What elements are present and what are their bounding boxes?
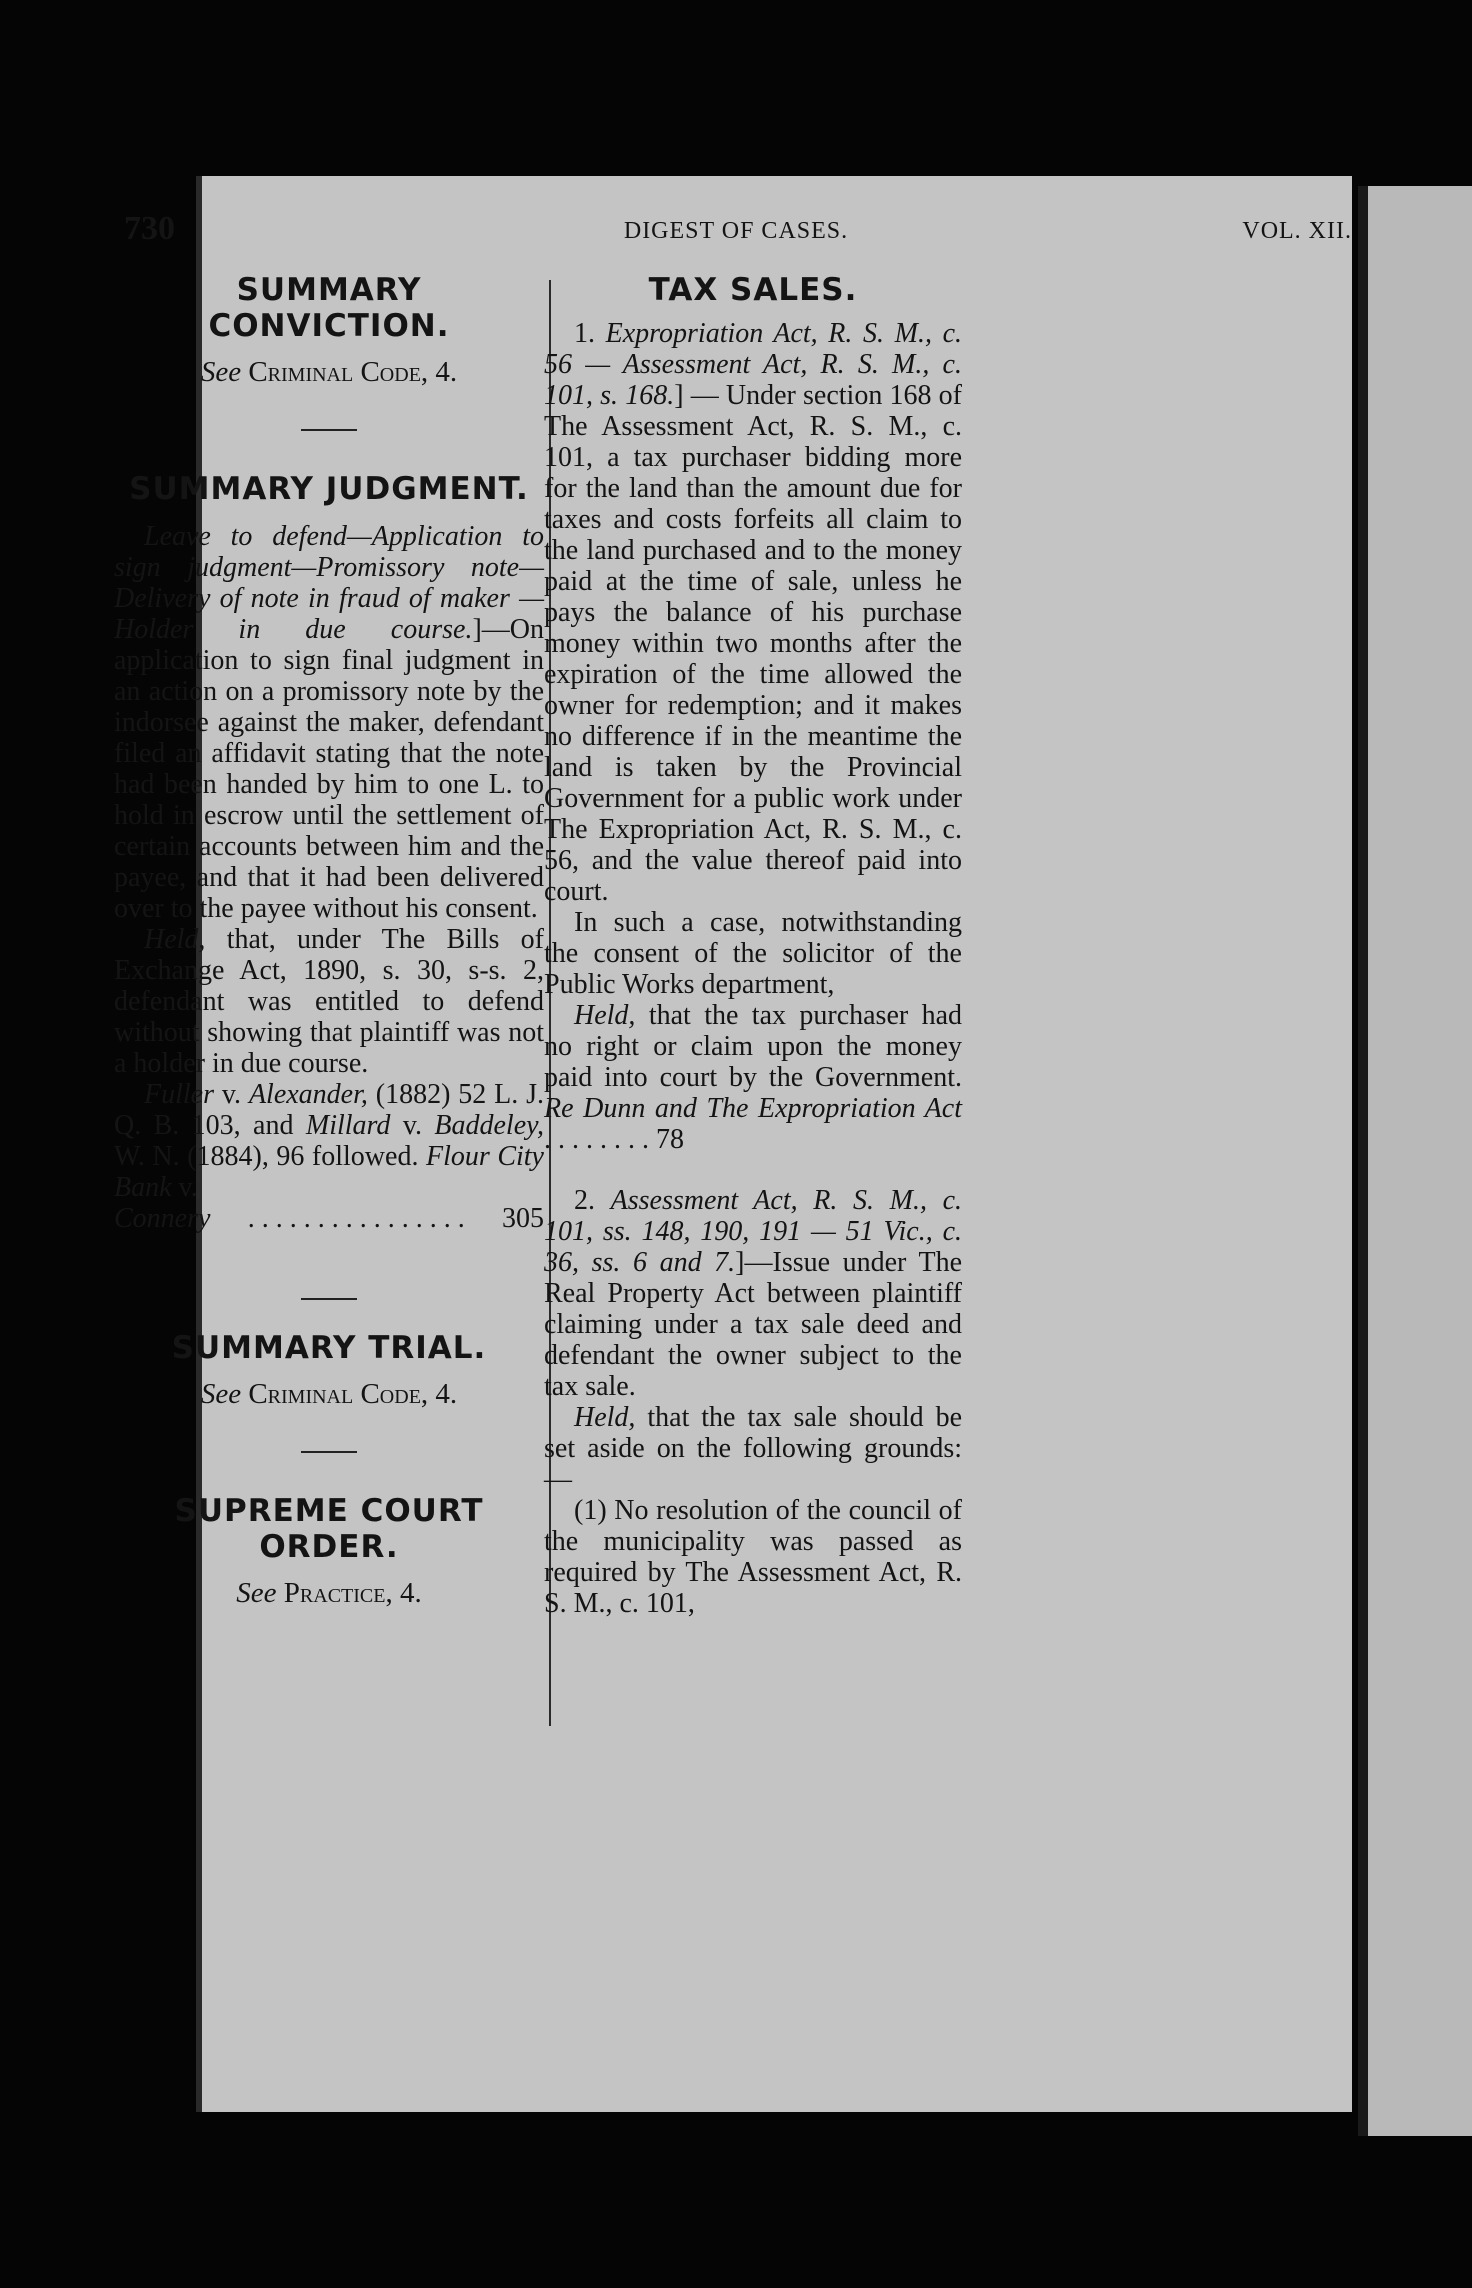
judgment-paragraph (114, 521, 544, 924)
held-text: that the tax sale should be set aside on the following grounds:— (544, 1402, 962, 1495)
case-page: 305 (502, 1203, 544, 1234)
leader-dots: . . . . . . . . (544, 1124, 649, 1155)
catchwords: Assessment Act, R. S. M., c. 101, ss. 148, 190, 191 — 51 Vic., c. 36, ss. 6 and 7. (544, 1185, 962, 1278)
see-reference: Criminal Code, 4. (248, 1378, 458, 1410)
entry-body: ]—Issue under The Real Property Act between plaintiff claiming under a tax sale deed and defendant the owner subject to the tax sale. (544, 1247, 963, 1402)
held-word: Held, (144, 924, 206, 955)
case-party: Flour City Bank (114, 1141, 544, 1203)
case-page: 78 (656, 1124, 684, 1155)
running-header (0, 210, 1472, 250)
versus: v. (402, 1110, 422, 1141)
section-divider (301, 1298, 357, 1300)
entry-body: ] — Under section 168 of The Assessment Act, R. S. M., c. 101, a tax purchaser bidding more for the land than the amount due for taxes and costs forfeits all claim to the land purchased and to the money paid at the time of sale, unless he pays the balance of his purchase money within two months after the expiration of the time allowed the owner for redemption; and it makes no difference if in the meantime the land is taken by the Provincial Government for a public work under The Expropriation Act, R. S. M., c. 56, and the value thereof paid into court. (544, 380, 962, 907)
entry-1-held (544, 1000, 962, 1155)
heading-supreme-court-order: SUPREME COURT ORDER. (174, 1493, 484, 1565)
cited-report: W. N. (1884), 96 followed. (114, 1141, 419, 1172)
spacer (544, 1155, 962, 1185)
entry-2-paragraph (544, 1185, 962, 1402)
catchwords: Expropriation Act, R. S. M., c. 56 — Assessment Act, R. S. M., c. 101, s. 168. (544, 318, 962, 411)
cited-case-party: Millard (305, 1110, 391, 1141)
cited-case-party: Fuller (144, 1079, 214, 1110)
adjacent-page-edge (1358, 186, 1472, 2136)
entry-2-held (544, 1402, 962, 1495)
entry-1-continuation (544, 907, 962, 1000)
entry-number: 2. (574, 1185, 595, 1216)
page-number: 730 (124, 210, 175, 247)
section-divider (301, 1451, 357, 1453)
see-word: See (236, 1577, 277, 1609)
ground-text: (1) No resolution of the council of the municipality was passed as required by The Assessment Act, R. S. M., c. 101, (544, 1495, 962, 1619)
entry-1-paragraph (544, 318, 962, 907)
cross-reference (114, 356, 544, 389)
cited-case-party: Alexander, (248, 1079, 368, 1110)
versus: v. (178, 1172, 198, 1203)
case-name: Re Dunn and The Expropriation Act (544, 1093, 962, 1124)
cross-reference (114, 1577, 544, 1610)
cited-report: (1882) 52 L. J. Q. B. 103, and (114, 1079, 545, 1141)
cited-case-party: Baddeley, (434, 1110, 545, 1141)
volume-label: VOL. XII. (1242, 218, 1352, 244)
citation-paragraph (114, 1079, 544, 1203)
cross-reference (114, 1378, 544, 1411)
running-title: DIGEST OF CASES. (623, 218, 849, 244)
held-word: Held, (574, 1402, 636, 1433)
heading-summary-conviction: SUMMARY CONVICTION. (208, 272, 450, 344)
case-party: Connery (114, 1203, 211, 1234)
case-reference-line (114, 1203, 544, 1234)
see-reference: Criminal Code, 4. (248, 356, 458, 388)
versus: v. (221, 1079, 242, 1110)
entry-number: 1. (574, 318, 595, 349)
leader-dots: . . . . . . . . . . . . . . . . (247, 1203, 465, 1234)
entry-text: In such a case, notwithstanding the consent of the solicitor of the Public Works department, (544, 907, 962, 1000)
catchwords: Leave to defend—Application to sign judgment—Promissory note—Delivery of note in fraud of maker — Holder in due course. (114, 521, 544, 645)
see-word: See (200, 356, 242, 388)
judgment-body: ]—On application to sign final judgment in an action on a promissory note by the indorsee against the maker, defendant filed an affidavit stating that the note had been handed by him to one L. to hold in escrow until the settlement of certain accounts between him and the payee, and that it had been delivered over to the payee without his consent. (114, 614, 544, 924)
see-word: See (200, 1378, 242, 1410)
held-paragraph (114, 924, 544, 1079)
held-text: that the tax purchaser had no right or claim upon the money paid into court by the Government. (544, 1000, 963, 1093)
right-column (544, 272, 962, 1619)
entry-2-ground-1 (544, 1495, 962, 1619)
left-column (114, 272, 544, 1610)
section-divider (301, 429, 357, 431)
held-word: Held, (574, 1000, 636, 1031)
heading-summary-trial: SUMMARY TRIAL. (171, 1330, 487, 1366)
see-reference: Practice, 4. (283, 1577, 422, 1609)
heading-tax-sales: TAX SALES. (648, 272, 858, 308)
held-text: that, under The Bills of Exchange Act, 1890, s. 30, s-s. 2, defendant was entitled to defend without showing that plaintiff was not a holder in due course. (114, 924, 544, 1079)
heading-summary-judgment: SUMMARY JUDGMENT. (129, 471, 529, 507)
